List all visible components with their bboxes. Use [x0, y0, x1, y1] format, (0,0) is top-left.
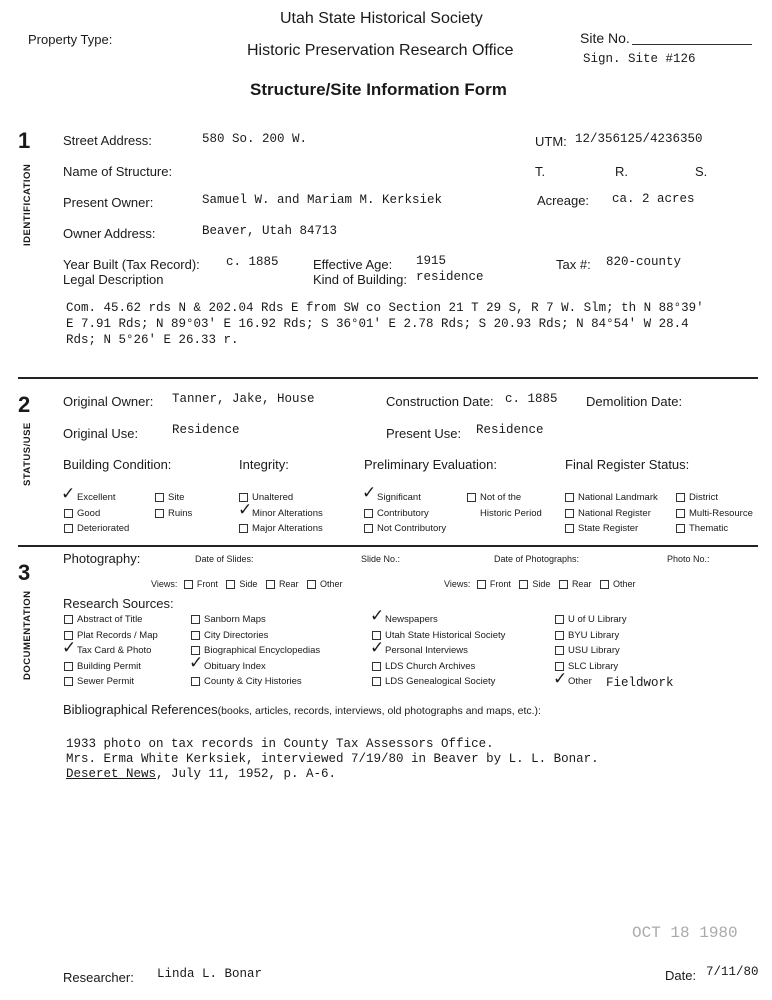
owner-address-value: Beaver, Utah 84713 — [202, 224, 338, 238]
source-abstract-of-title[interactable]: Abstract of Title — [64, 614, 142, 625]
construction-date-label: Construction Date: — [386, 394, 494, 409]
acreage-label: Acreage: — [537, 193, 590, 208]
site-no-label: Site No. — [580, 30, 630, 46]
significant-checkmark-icon: ✓ — [362, 483, 377, 503]
construction-date-value: c. 1885 — [505, 392, 558, 406]
preliminary-evaluation-label: Preliminary Evaluation: — [364, 457, 497, 472]
condition-excellent-option[interactable]: Excellent — [77, 492, 116, 503]
original-use-value: Residence — [172, 423, 240, 437]
name-of-structure-label: Name of Structure: — [63, 164, 173, 179]
researcher-label: Researcher: — [63, 970, 134, 985]
demolition-date-label: Demolition Date: — [586, 394, 683, 409]
effective-age-label: Effective Age: — [313, 257, 393, 272]
prelim-significant-option[interactable]: Significant — [377, 492, 421, 503]
year-built-label: Year Built (Tax Record): — [63, 257, 200, 272]
owner-address-label: Owner Address: — [63, 226, 156, 241]
section-divider — [18, 377, 758, 379]
final-thematic-option[interactable]: Thematic — [676, 523, 728, 534]
section-1-number: 1 — [18, 128, 31, 153]
source-utah-state-historical[interactable]: Utah State Historical Society — [372, 630, 505, 641]
excellent-checkmark-icon: ✓ — [61, 484, 76, 504]
bibliography-line: Mrs. Erma White Kerksiek, interviewed 7/19/80 in Beaver by L. L. Bonar. — [66, 752, 599, 766]
site-no-line[interactable] — [632, 44, 752, 45]
original-use-label: Original Use: — [63, 426, 139, 441]
street-address-value: 580 So. 200 W. — [202, 132, 308, 146]
office-name: Historic Preservation Research Office — [247, 42, 514, 59]
slide-view-side[interactable]: Side — [220, 579, 257, 589]
section-2-side-label: STATUS/USE — [22, 422, 33, 486]
bibliography-line: 1933 photo on tax records in County Tax Assessors Office. — [66, 737, 494, 751]
ruins-option[interactable]: Ruins — [155, 508, 192, 519]
bibliography-line: Deseret News, July 11, 1952, p. A-6. — [66, 767, 337, 781]
bibliographical-references-label: Bibliographical References(books, articles, records, interviews, old photographs and maps, etc.): — [63, 702, 541, 717]
date-of-photographs-label: Date of Photographs: — [494, 554, 580, 564]
photo-no-label: Photo No.: — [667, 554, 710, 564]
source-tax-card[interactable]: Tax Card & Photo — [77, 645, 152, 656]
researcher-value: Linda L. Bonar — [157, 967, 263, 981]
source-newspapers[interactable]: Newspapers — [385, 614, 438, 625]
legal-description-line: Com. 45.62 rds N & 202.04 Rds E from SW co Section 21 T 29 S, R 7 W. Slm; th N 88°39' — [66, 301, 704, 315]
not-of-period-line-2: Historic Period — [480, 508, 542, 519]
prelim-not-contributory-option[interactable]: Not Contributory — [364, 523, 446, 534]
final-register-status-label: Final Register Status: — [565, 457, 690, 472]
slide-no-label: Slide No.: — [361, 554, 401, 564]
source-biographical-encyclopedias[interactable]: Biographical Encyclopedias — [191, 645, 320, 656]
original-owner-label: Original Owner: — [63, 394, 154, 409]
source-other[interactable]: Other — [568, 676, 592, 687]
source-sanborn-maps[interactable]: Sanborn Maps — [191, 614, 266, 625]
date-value: 7/11/80 — [706, 965, 759, 979]
legal-description-line: E 7.91 Rds; N 89°03' E 16.92 Rds; S 36°01' E 2.78 Rds; S 20.93 Rds; N 84°54' W 28.4 — [66, 317, 689, 331]
section-1-side-label: IDENTIFICATION — [22, 163, 33, 246]
source-plat-records[interactable]: Plat Records / Map — [64, 630, 158, 641]
photo-view-front[interactable]: Front — [473, 579, 511, 589]
property-type-label: Property Type: — [28, 32, 113, 47]
section-label: S. — [695, 164, 708, 179]
date-label: Date: — [665, 968, 697, 983]
source-lds-genealogical[interactable]: LDS Genealogical Society — [372, 676, 495, 687]
final-national-register-option[interactable]: National Register — [565, 508, 651, 519]
section-3-number: 3 — [18, 560, 31, 585]
source-city-directories[interactable]: City Directories — [191, 630, 268, 641]
utm-label: UTM: — [535, 134, 567, 149]
org-name: Utah State Historical Society — [280, 10, 483, 27]
range-label: R. — [615, 164, 628, 179]
integrity-label: Integrity: — [239, 457, 289, 472]
newspapers-checkmark-icon: ✓ — [370, 606, 385, 626]
present-owner-label: Present Owner: — [63, 195, 154, 210]
building-condition-label: Building Condition: — [63, 457, 172, 472]
township-label: T. — [535, 164, 546, 179]
photo-view-other[interactable]: Other — [594, 579, 636, 589]
condition-good-option[interactable]: Good — [64, 508, 100, 519]
prelim-contributory-option[interactable]: Contributory — [364, 508, 429, 519]
received-stamp: OCT 18 1980 — [632, 924, 738, 942]
integrity-major-option[interactable]: Major Alterations — [239, 523, 323, 534]
legal-description-line: Rds; N 5°26' E 26.33 r. — [66, 333, 239, 347]
effective-age-value: 1915 — [416, 254, 447, 268]
kind-of-building-value: residence — [416, 270, 484, 284]
street-address-label: Street Address: — [63, 133, 152, 148]
minor-alterations-checkmark-icon: ✓ — [238, 500, 253, 520]
other-source-value: Fieldwork — [606, 676, 674, 690]
obituary-checkmark-icon: ✓ — [189, 653, 204, 673]
acreage-value: ca. 2 acres — [612, 192, 695, 206]
source-personal-interviews[interactable]: Personal Interviews — [385, 645, 468, 656]
source-byu-library[interactable]: BYU Library — [555, 630, 619, 641]
photo-view-rear[interactable]: Rear — [553, 579, 592, 589]
original-owner-value: Tanner, Jake, House — [172, 392, 315, 406]
integrity-minor-option[interactable]: Minor Alterations — [252, 508, 323, 519]
section-3-side-label: DOCUMENTATION — [22, 590, 33, 680]
sign-site: Sign. Site #126 — [583, 52, 696, 66]
tax-card-checkmark-icon: ✓ — [62, 638, 77, 658]
source-building-permit[interactable]: Building Permit — [64, 661, 141, 672]
photography-label: Photography: — [63, 551, 141, 566]
tax-number-value: 820-county — [606, 255, 682, 269]
present-owner-value: Samuel W. and Mariam M. Kerksiek — [202, 193, 443, 207]
source-lds-church-archives[interactable]: LDS Church Archives — [372, 661, 475, 672]
slide-view-rear[interactable]: Rear — [260, 579, 299, 589]
utm-value: 12/356125/4236350 — [575, 132, 703, 146]
slide-view-front[interactable]: Front — [180, 579, 218, 589]
views-label: Views: — [444, 579, 471, 589]
interviews-checkmark-icon: ✓ — [370, 638, 385, 658]
year-built-value: c. 1885 — [226, 255, 279, 269]
final-state-register-option[interactable]: State Register — [565, 523, 638, 534]
integrity-unaltered-option[interactable]: Unaltered — [239, 492, 293, 503]
present-use-value: Residence — [476, 423, 544, 437]
research-sources-label: Research Sources: — [63, 596, 174, 611]
final-multi-resource-option[interactable]: Multi-Resource — [676, 508, 753, 519]
other-checkmark-icon: ✓ — [553, 669, 568, 689]
kind-of-building-label: Kind of Building: — [313, 272, 407, 287]
views-label: Views: — [151, 579, 178, 589]
date-of-slides-label: Date of Slides: — [195, 554, 254, 564]
source-sewer-permit[interactable]: Sewer Permit — [64, 676, 134, 687]
source-obituary-index[interactable]: Obituary Index — [204, 661, 266, 672]
slide-views-group — [151, 579, 342, 589]
tax-number-label: Tax #: — [556, 257, 591, 272]
not-of-period-option[interactable]: Not of the — [467, 492, 521, 503]
photo-view-side[interactable]: Side — [513, 579, 550, 589]
slide-view-other[interactable]: Other — [301, 579, 343, 589]
source-usu-library[interactable]: USU Library — [555, 645, 620, 656]
photo-views-group — [444, 579, 635, 589]
final-district-option[interactable]: District — [676, 492, 718, 503]
condition-deteriorated-option[interactable]: Deteriorated — [64, 523, 129, 534]
source-county-city-histories[interactable]: County & City Histories — [191, 676, 302, 687]
source-u-of-u-library[interactable]: U of U Library — [555, 614, 627, 625]
legal-description-label: Legal Description — [63, 272, 164, 287]
section-divider — [18, 545, 758, 547]
final-national-landmark-option[interactable]: National Landmark — [565, 492, 658, 503]
site-option[interactable]: Site — [155, 492, 184, 503]
present-use-label: Present Use: — [386, 426, 462, 441]
form-title: Structure/Site Information Form — [250, 80, 507, 99]
source-slc-library[interactable]: SLC Library — [555, 661, 618, 672]
section-2-number: 2 — [18, 392, 31, 417]
